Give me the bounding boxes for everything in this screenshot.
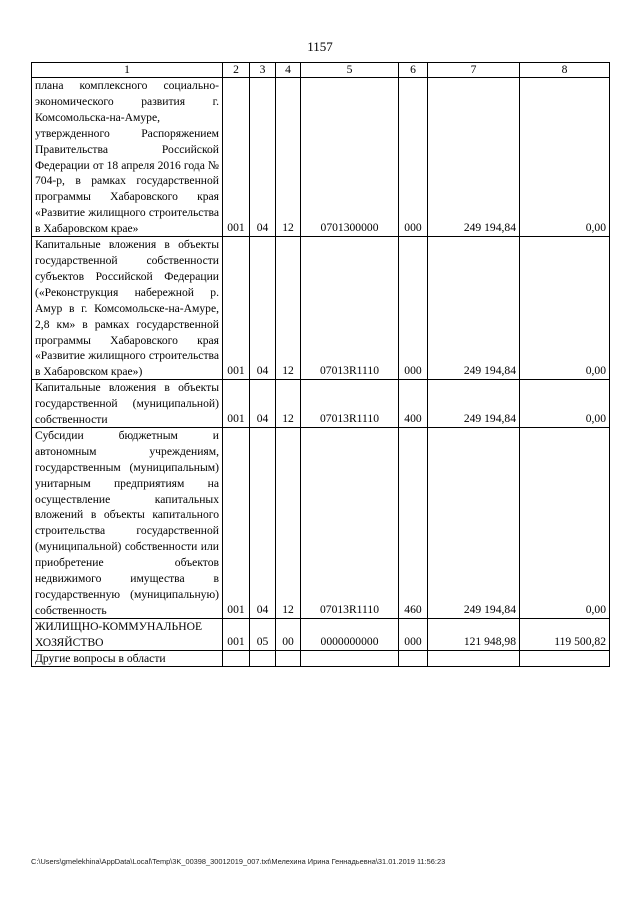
cell-target-article: 0701300000 [301,78,399,237]
column-header: 5 [301,63,399,78]
cell-amount: 249 194,84 [428,427,520,618]
cell-section-code: 05 [250,618,276,650]
cell-expense-type [399,650,428,666]
column-header: 8 [520,63,610,78]
cell-ministry-code [223,650,250,666]
cell-section-code [250,650,276,666]
cell-subsection-code: 12 [276,78,301,237]
cell-subsection-code [276,650,301,666]
column-header: 6 [399,63,428,78]
column-header: 1 [32,63,223,78]
cell-amount-federal: 119 500,82 [520,618,610,650]
cell-subsection-code: 00 [276,618,301,650]
cell-target-article [301,650,399,666]
cell-amount: 121 948,98 [428,618,520,650]
cell-ministry-code: 001 [223,427,250,618]
row-description: ЖИЛИЩНО-КОММУНАЛЬНОЕ ХОЗЯЙСТВО [32,618,223,650]
cell-section-code: 04 [250,237,276,380]
cell-amount: 249 194,84 [428,380,520,428]
row-description: Капитальные вложения в объекты государственной (муниципальной) собственности [32,380,223,428]
cell-subsection-code: 12 [276,427,301,618]
cell-amount: 249 194,84 [428,237,520,380]
header-row [32,63,610,78]
cell-amount: 249 194,84 [428,78,520,237]
cell-amount-federal: 0,00 [520,237,610,380]
cell-subsection-code: 12 [276,380,301,428]
page-number: 1157 [307,39,333,54]
table-row [32,427,610,618]
row-description: Капитальные вложения в объекты государственной собственности субъектов Российской Федерации («Реконструкция набережной р. Амур в г. Комсомольске-на-Амуре, 2,8 км» в рамках государственной программы Хабаровского края «Развитие жилищного строительства в Хабаровском крае») [32,237,223,380]
table-row [32,618,610,650]
column-header: 2 [223,63,250,78]
cell-ministry-code: 001 [223,78,250,237]
cell-section-code: 04 [250,380,276,428]
table-row [32,380,610,428]
cell-target-article: 07013R1110 [301,237,399,380]
budget-table [31,62,610,667]
cell-amount [428,650,520,666]
cell-expense-type: 460 [399,427,428,618]
table-row [32,650,610,666]
file-path-footer: C:\Users\gmelekhina\AppData\Local\Temp\3K_00398_30012019_007.txt\Мелехина Ирина Геннадьевна\31.01.2019 11:56:23 [31,857,446,866]
cell-ministry-code: 001 [223,380,250,428]
cell-amount-federal: 0,00 [520,380,610,428]
cell-expense-type: 400 [399,380,428,428]
cell-expense-type: 000 [399,237,428,380]
column-header: 7 [428,63,520,78]
row-description: Другие вопросы в области [32,650,223,666]
cell-ministry-code: 001 [223,618,250,650]
cell-target-article: 07013R1110 [301,427,399,618]
column-header: 4 [276,63,301,78]
cell-section-code: 04 [250,427,276,618]
cell-ministry-code: 001 [223,237,250,380]
cell-subsection-code: 12 [276,237,301,380]
cell-target-article: 07013R1110 [301,380,399,428]
column-header: 3 [250,63,276,78]
cell-target-article: 0000000000 [301,618,399,650]
cell-amount-federal: 0,00 [520,78,610,237]
row-description: Субсидии бюджетным и автономным учреждениям, государственным (муниципальным) унитарным предприятиям на осуществление капитальных вложений в объекты капитального строительства государственной (муниципальной) собственности или приобретение объектов недвижимого имущества в государственную (муниципальную) собственность [32,427,223,618]
table-row [32,78,610,237]
cell-section-code: 04 [250,78,276,237]
row-description: плана комплексного социально-экономического развития г. Комсомольска-на-Амуре, утвержденного Распоряжением Правительства Российской Федерации от 18 апреля 2016 года № 704-р, в рамках государственной программы Хабаровского края «Развитие жилищного строительства в Хабаровском крае» [32,78,223,237]
cell-amount-federal: 0,00 [520,427,610,618]
table-row [32,237,610,380]
cell-expense-type: 000 [399,618,428,650]
cell-expense-type: 000 [399,78,428,237]
cell-amount-federal [520,650,610,666]
